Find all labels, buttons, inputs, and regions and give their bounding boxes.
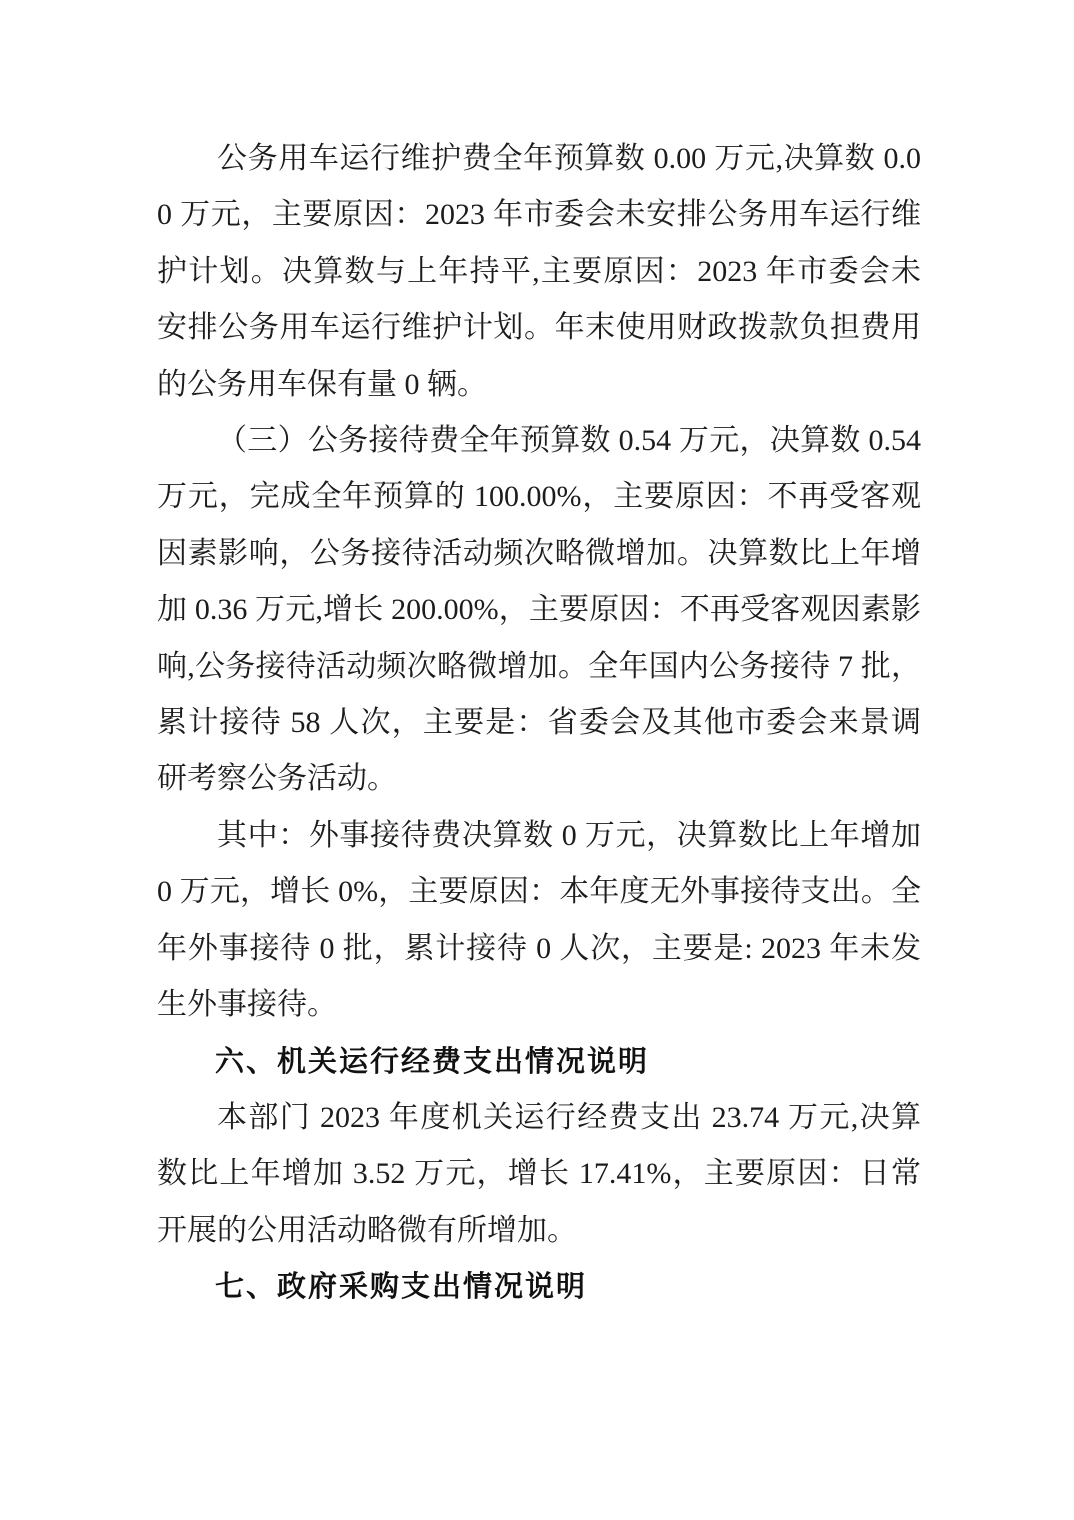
paragraph-agency-operating-expense: 本部门 2023 年度机关运行经费支出 23.74 万元,决算数比上年增加 3.52 万元，增长 17.41%，主要原因：日常开展的公用活动略微有所增加。 <box>157 1100 921 1247</box>
paragraph-vehicle-maintenance-fee: 公务用车运行维护费全年预算数 0.00 万元,决算数 0.00 万元，主要原因：2023 年市委会未安排公务用车运行维护计划。决算数与上年持平,主要原因：2023 年市委会未安排公务用车运行维护计划。年末使用财政拨款负担费用的公务用车保有量 0 辆。 <box>157 142 921 401</box>
heading-government-procurement: 七、政府采购支出情况说明 <box>215 1271 588 1304</box>
document-content <box>157 131 921 1316</box>
heading-agency-operating-expense: 六、机关运行经费支出情况说明 <box>215 1045 650 1078</box>
paragraph-foreign-affairs-reception: 其中：外事接待费决算数 0 万元，决算数比上年增加 0 万元，增长 0%，主要原因：本年度无外事接待支出。全年外事接待 0 批，累计接待 0 人次，主要是: 2023 年未发生外事接待。 <box>157 818 921 1022</box>
paragraph-official-reception-fee: （三）公务接待费全年预算数 0.54 万元，决算数 0.54 万元，完成全年预算的 100.00%，主要原因：不再受客观因素影响，公务接待活动频次略微增加。决算数比上年增加 0.36 万元,增长 200.00%，主要原因：不再受客观因素影响,公务接待活动频次略微增加。全年国内公务接待 7 批，累计接待 58 人次，主要是：省委会及其他市委会来景调研考察公务活动。 <box>157 424 921 796</box>
